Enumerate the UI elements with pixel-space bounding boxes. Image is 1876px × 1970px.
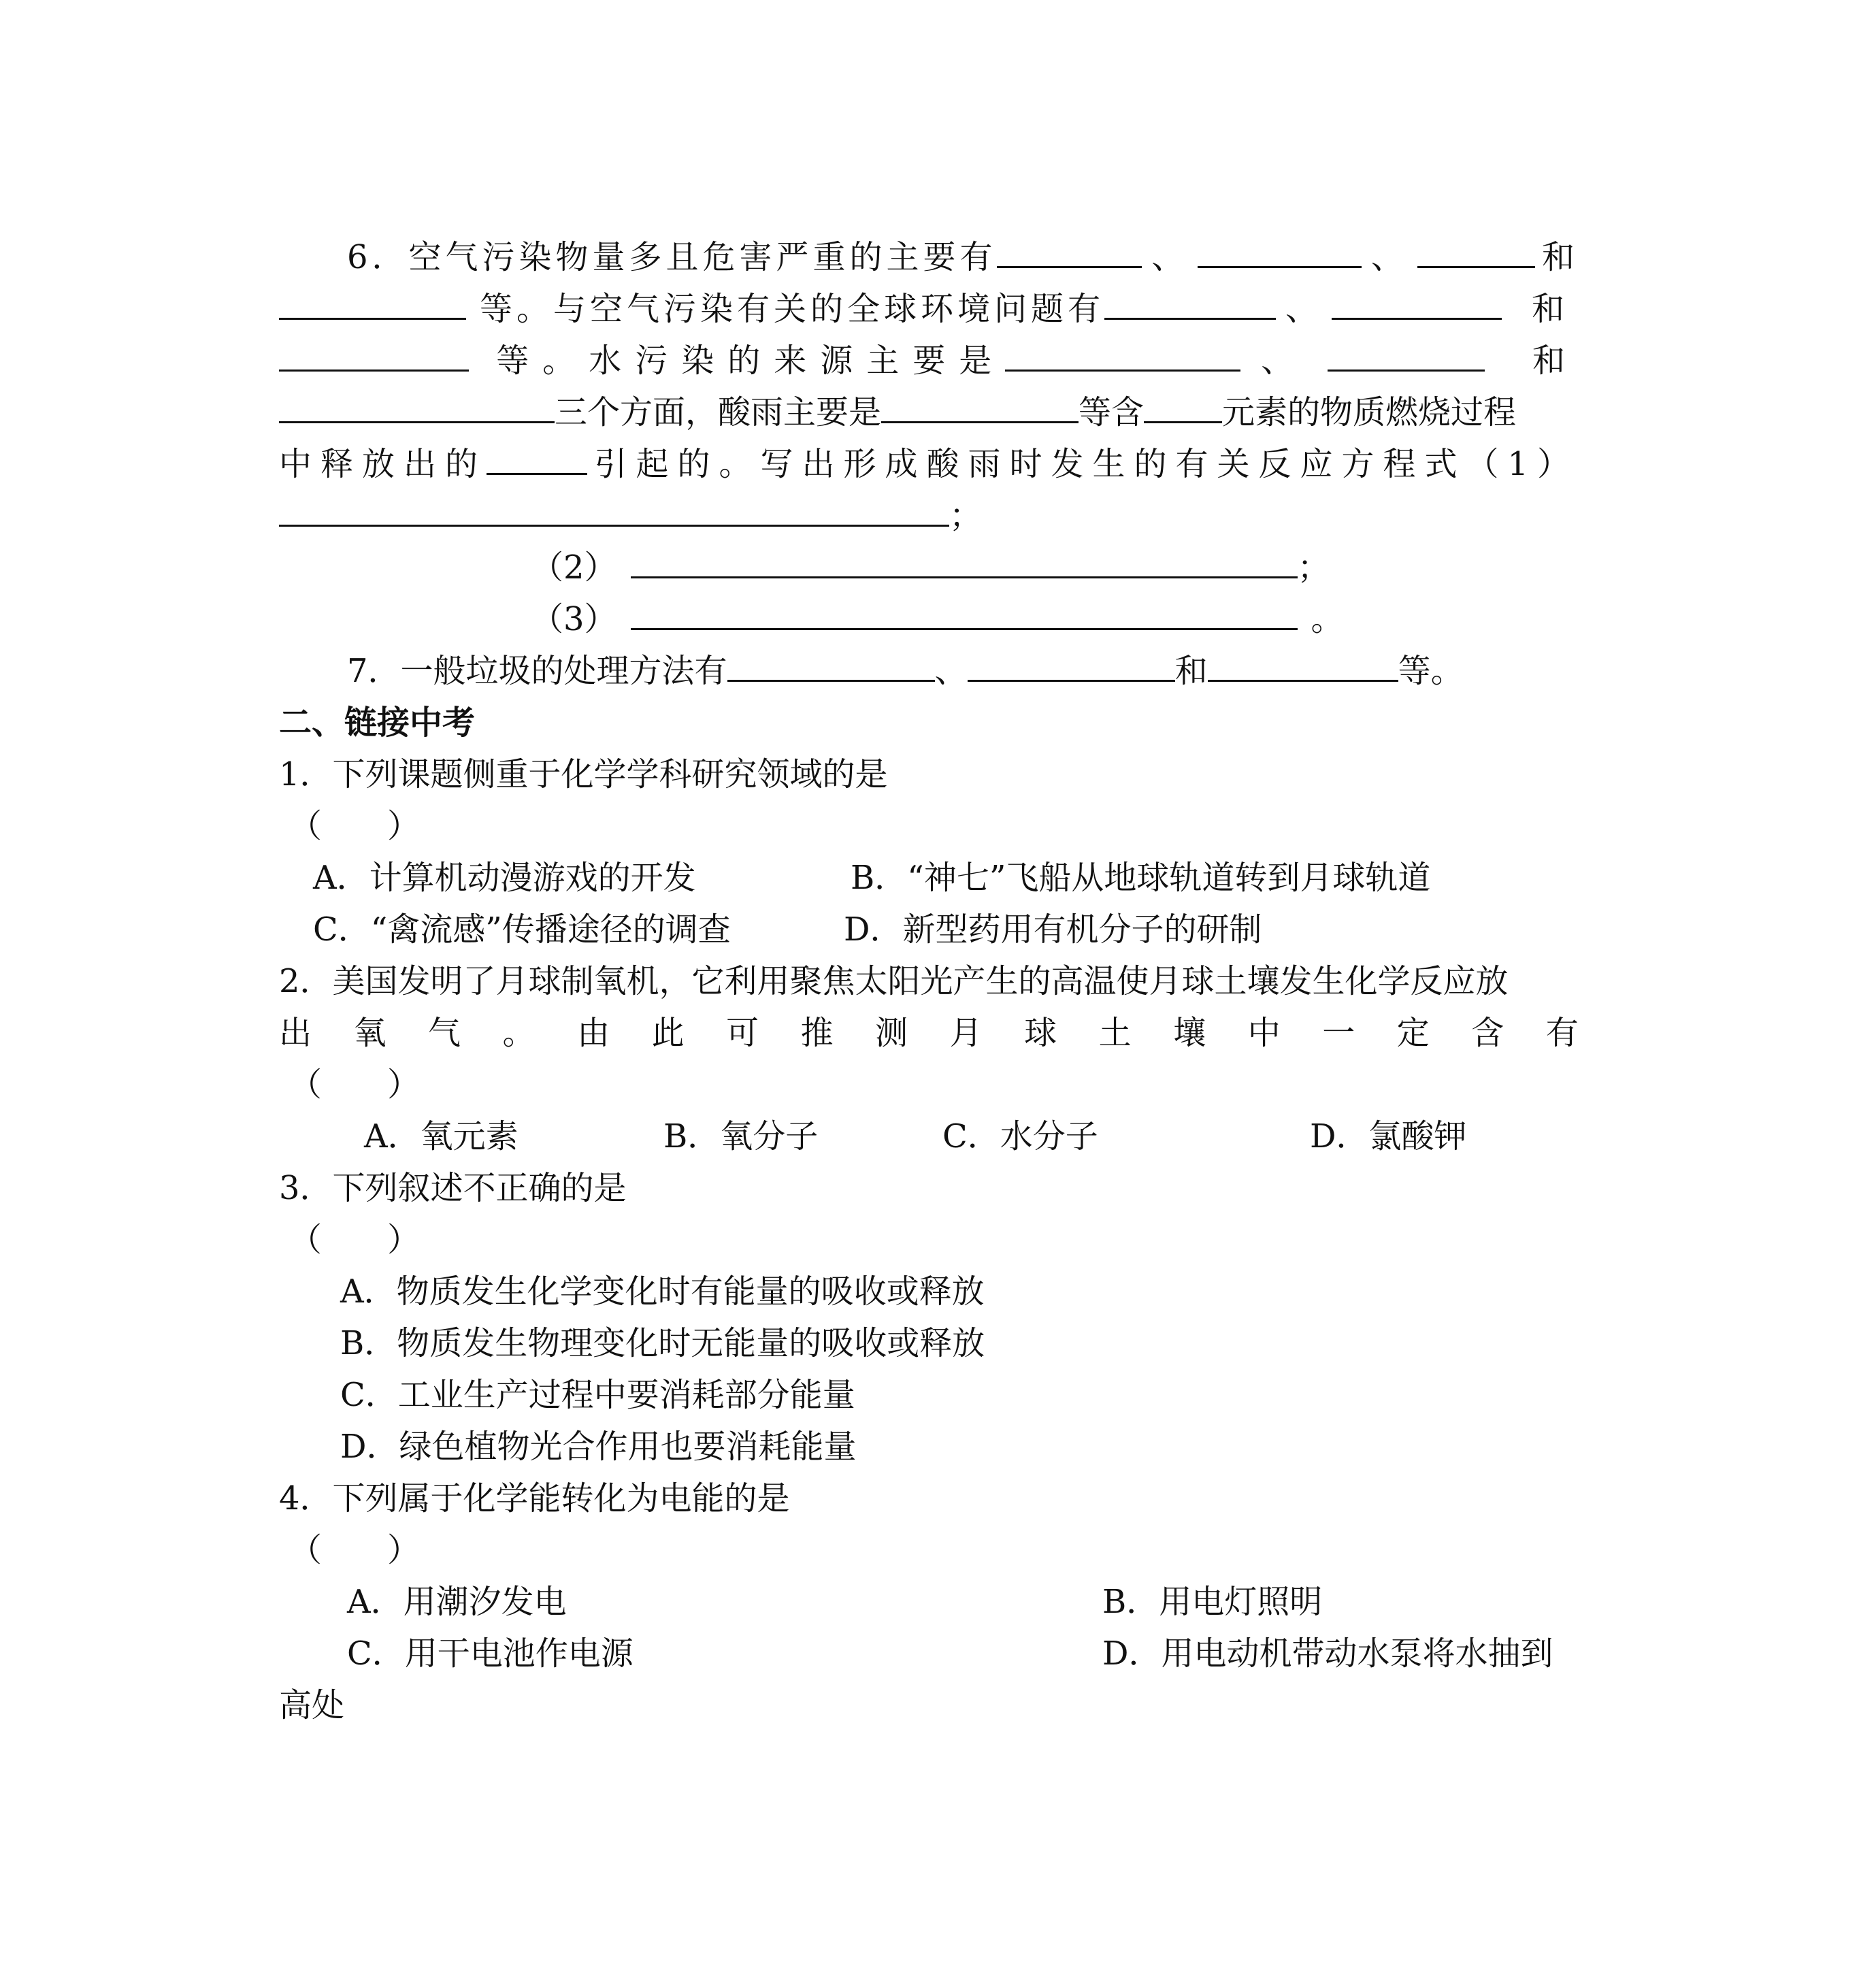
mc4-option-a[interactable]: A．用潮汐发电 xyxy=(347,1583,567,1621)
mc2-char: 气 xyxy=(428,1014,461,1052)
mc2-char: 有 xyxy=(1545,1014,1579,1052)
q6-eq3-blank[interactable] xyxy=(631,594,1298,630)
mc2-char: 球 xyxy=(1024,1014,1057,1052)
mc2-char: 出 xyxy=(279,1014,312,1052)
mc2-char: 壤 xyxy=(1173,1014,1206,1052)
q6-line-3 xyxy=(279,335,1579,387)
q6-text: 等。与空气污染有关的全球环境问题有 xyxy=(480,290,1105,328)
q6-blank-13[interactable] xyxy=(487,439,587,475)
q6-text: 6．空气污染物量多且危害严重的主要有 xyxy=(347,238,997,276)
q6-line-6 xyxy=(279,490,1579,542)
mc2-stem-line-1: 2．美国发明了月球制氧机，它利用聚焦太阳光产生的高温使月球土壤发生化学反应放 xyxy=(279,962,1509,1000)
q6-blank-5[interactable] xyxy=(1104,284,1276,320)
mc2-char: 由 xyxy=(577,1014,610,1052)
q6-blank-10[interactable] xyxy=(279,387,555,423)
q7-text: 7．一般垃圾的处理方法有 xyxy=(347,652,727,690)
mc1-option-c[interactable]: C．“禽流感”传播途径的调查 xyxy=(313,910,731,949)
mc3-option-d[interactable]: D．绿色植物光合作用也要消耗能量 xyxy=(340,1428,857,1466)
mc4-stem: 4．下列属于化学能转化为电能的是 xyxy=(279,1479,790,1517)
q6-blank-2[interactable] xyxy=(1198,232,1362,268)
q6-sep: 、 xyxy=(1151,238,1189,276)
mc2-char: 含 xyxy=(1471,1014,1504,1052)
q7-blank-3[interactable] xyxy=(1208,646,1398,682)
q6-eq2-label: （2） xyxy=(531,548,617,587)
mc2-answer-paren[interactable]: （ ） xyxy=(289,1066,421,1104)
mc2-char: 测 xyxy=(875,1014,908,1052)
q6-eq3-label: （3） xyxy=(531,600,617,638)
q6-sep: 、 xyxy=(1261,342,1308,380)
q6-text: 元素的物质燃烧过程 xyxy=(1222,393,1517,431)
q7-he: 和 xyxy=(1174,652,1208,690)
mc4-options-row-1 xyxy=(279,1576,1579,1628)
mc3-stem: 3．下列叙述不正确的是 xyxy=(279,1169,627,1207)
q6-line-7 xyxy=(531,542,1579,593)
mc2-option-c[interactable]: C．水分子 xyxy=(942,1117,1098,1155)
q6-he: 和 xyxy=(1532,342,1579,380)
q6-line-2 xyxy=(279,283,1579,335)
mc3-answer-paren[interactable]: （ ） xyxy=(289,1221,421,1259)
mc2-options-row xyxy=(279,1111,1579,1162)
mc2-stem-line-2 xyxy=(279,1007,1579,1059)
mc2-char: 一 xyxy=(1322,1014,1355,1052)
q6-blank-3[interactable] xyxy=(1417,232,1535,268)
q6-blank-8[interactable] xyxy=(1005,335,1240,372)
mc2-char: 此 xyxy=(651,1014,685,1052)
mc1-option-a[interactable]: A．计算机动漫游戏的开发 xyxy=(313,859,696,897)
mc4-option-c[interactable]: C．用干电池作电源 xyxy=(347,1635,633,1673)
q6-blank-11[interactable] xyxy=(881,387,1079,423)
q6-blank-1[interactable] xyxy=(997,232,1142,268)
q6-text: 引起的。写出形成酸雨时发生的有关反应方程式（1） xyxy=(594,445,1579,483)
q6-blank-7[interactable] xyxy=(279,335,469,372)
mc2-char: 氧 xyxy=(353,1014,386,1052)
q7-end: 等。 xyxy=(1398,652,1464,690)
mc2-option-a[interactable]: A．氧元素 xyxy=(364,1117,519,1155)
q6-blank-4[interactable] xyxy=(279,284,466,320)
mc1-stem: 1．下列课题侧重于化学学科研究领域的是 xyxy=(279,755,888,793)
mc2-char: 可 xyxy=(726,1014,759,1052)
q6-period: 。 xyxy=(1311,600,1344,638)
mc2-char: 。 xyxy=(502,1014,536,1052)
q6-text: 等含 xyxy=(1079,393,1145,431)
q6-line-4 xyxy=(279,387,1579,438)
mc2-char: 推 xyxy=(800,1014,834,1052)
q6-semicolon: ； xyxy=(1297,548,1330,587)
mc1-options-row-1 xyxy=(279,852,1579,904)
mc2-char: 土 xyxy=(1098,1014,1132,1052)
q6-eq1-blank[interactable] xyxy=(279,491,949,527)
q6-text: 中释放出的 xyxy=(279,445,487,483)
mc4-option-d-continued: 高处 xyxy=(279,1686,345,1724)
q6-line-1 xyxy=(279,231,1579,283)
mc2-char: 中 xyxy=(1247,1014,1281,1052)
mc2-option-b[interactable]: B．氧分子 xyxy=(663,1117,819,1155)
mc4-answer-paren[interactable]: （ ） xyxy=(289,1531,421,1569)
mc4-option-b[interactable]: B．用电灯照明 xyxy=(1102,1583,1323,1621)
q6-blank-9[interactable] xyxy=(1328,335,1485,372)
q6-he: 和 xyxy=(1532,290,1569,328)
mc2-char: 月 xyxy=(949,1014,983,1052)
mc3-option-b[interactable]: B．物质发生物理变化时无能量的吸收或释放 xyxy=(340,1324,985,1362)
q6-blank-6[interactable] xyxy=(1332,284,1502,320)
q6-semicolon: ； xyxy=(949,497,983,535)
section-2-title: 二、链接中考 xyxy=(279,704,476,742)
q7-line xyxy=(279,645,1579,697)
q7-sep: 、 xyxy=(934,652,968,690)
q6-sep: 、 xyxy=(1370,238,1408,276)
q6-sep: 、 xyxy=(1285,290,1323,328)
mc3-option-c[interactable]: C．工业生产过程中要消耗部分能量 xyxy=(340,1376,855,1414)
q6-eq2-blank[interactable] xyxy=(631,542,1298,578)
mc2-char: 定 xyxy=(1396,1014,1430,1052)
mc1-option-d[interactable]: D．新型药用有机分子的研制 xyxy=(844,910,1262,949)
q7-blank-2[interactable] xyxy=(968,646,1175,682)
mc2-option-d[interactable]: D．氯酸钾 xyxy=(1310,1117,1467,1155)
q6-text: 等。水污染的来源主要是 xyxy=(496,342,1006,380)
mc1-options-row-2 xyxy=(279,904,1579,955)
q6-line-5 xyxy=(279,438,1579,490)
mc4-option-d[interactable]: D．用电动机带动水泵将水抽到 xyxy=(1102,1635,1553,1673)
mc4-options-row-2 xyxy=(279,1628,1579,1679)
mc1-option-b[interactable]: B．“神七”飞船从地球轨道转到月球轨道 xyxy=(851,859,1431,897)
mc1-answer-paren[interactable]: （ ） xyxy=(289,807,421,845)
mc3-option-a[interactable]: A．物质发生化学变化时有能量的吸收或释放 xyxy=(340,1273,985,1311)
q6-blank-12[interactable] xyxy=(1144,387,1222,423)
q6-he: 和 xyxy=(1541,238,1579,276)
q7-blank-1[interactable] xyxy=(727,646,935,682)
q6-line-8 xyxy=(531,593,1579,645)
q6-text: 三个方面，酸雨主要是 xyxy=(555,393,882,431)
